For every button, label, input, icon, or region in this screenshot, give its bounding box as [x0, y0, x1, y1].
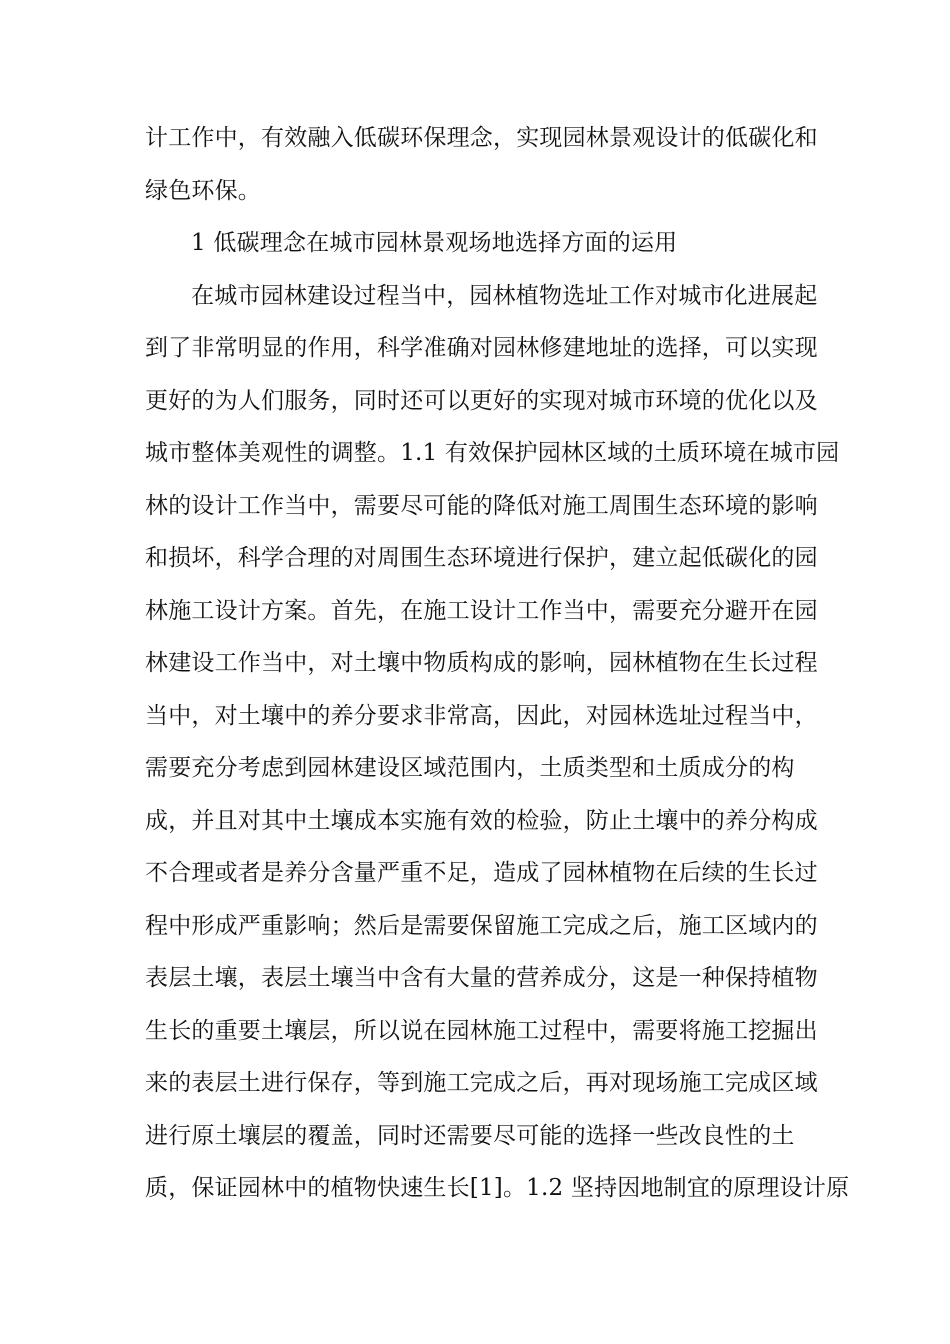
body-text — [145, 112, 850, 1215]
text-line-1: 计工作中，有效融入低碳环保理念，实现园林景观设计的低碳化和 — [145, 125, 818, 151]
text-line-8: 林的设计工作当中，需要尽可能的降低对施工周围生态环境的影响 — [145, 492, 818, 519]
text-line-11: 林建设工作当中，对土壤中物质构成的影响，园林植物在生长过程 — [145, 650, 818, 676]
text-line-6: 更好的为人们服务，同时还可以更好的实现对城市环境的优化以及 — [145, 387, 818, 414]
text-line-4: 在城市园林建设过程当中，园林植物选址工作对城市化进展起 — [191, 282, 818, 309]
section-heading: 1 低碳理念在城市园林景观场地选择方面的运用 — [191, 230, 678, 256]
text-line-15: 不合理或者是养分含量严重不足，造成了园林植物在后续的生长过 — [145, 860, 818, 886]
text-line-19: 来的表层土进行保存，等到施工完成之后，再对现场施工完成区域 — [145, 1070, 818, 1096]
text-line-7: 城市整体美观性的调整。1.1 有效保护园林区域的土质环境在城市园 — [145, 440, 840, 466]
text-line-13: 需要充分考虑到园林建设区域范围内，土质类型和土质成分的构 — [145, 755, 795, 781]
text-line-14: 成，并且对其中土壤成本实施有效的检验，防止土壤中的养分构成 — [145, 807, 818, 834]
text-line-2: 绿色环保。 — [145, 177, 261, 204]
text-line-20: 进行原土壤层的覆盖，同时还需要尽可能的选择一些改良性的土 — [145, 1122, 795, 1149]
text-line-17: 表层土壤，表层土壤当中含有大量的营养成分，这是一种保持植物 — [145, 965, 818, 991]
text-line-18: 生长的重要土壤层，所以说在园林施工过程中，需要将施工挖掘出 — [145, 1017, 818, 1044]
text-line-12: 当中，对土壤中的养分要求非常高，因此，对园林选址过程当中， — [145, 702, 818, 729]
text-line-10: 林施工设计方案。首先，在施工设计工作当中，需要充分避开在园 — [145, 597, 818, 624]
text-line-21: 质，保证园林中的植物快速生长[1]。1.2 坚持因地制宜的原理设计原 — [145, 1175, 850, 1201]
text-line-9: 和损坏，科学合理的对周围生态环境进行保护，建立起低碳化的园 — [145, 545, 818, 571]
text-line-5: 到了非常明显的作用，科学准确对园林修建地址的选择，可以实现 — [145, 335, 818, 361]
text-line-16: 程中形成严重影响；然后是需要保留施工完成之后，施工区域内的 — [145, 912, 818, 939]
